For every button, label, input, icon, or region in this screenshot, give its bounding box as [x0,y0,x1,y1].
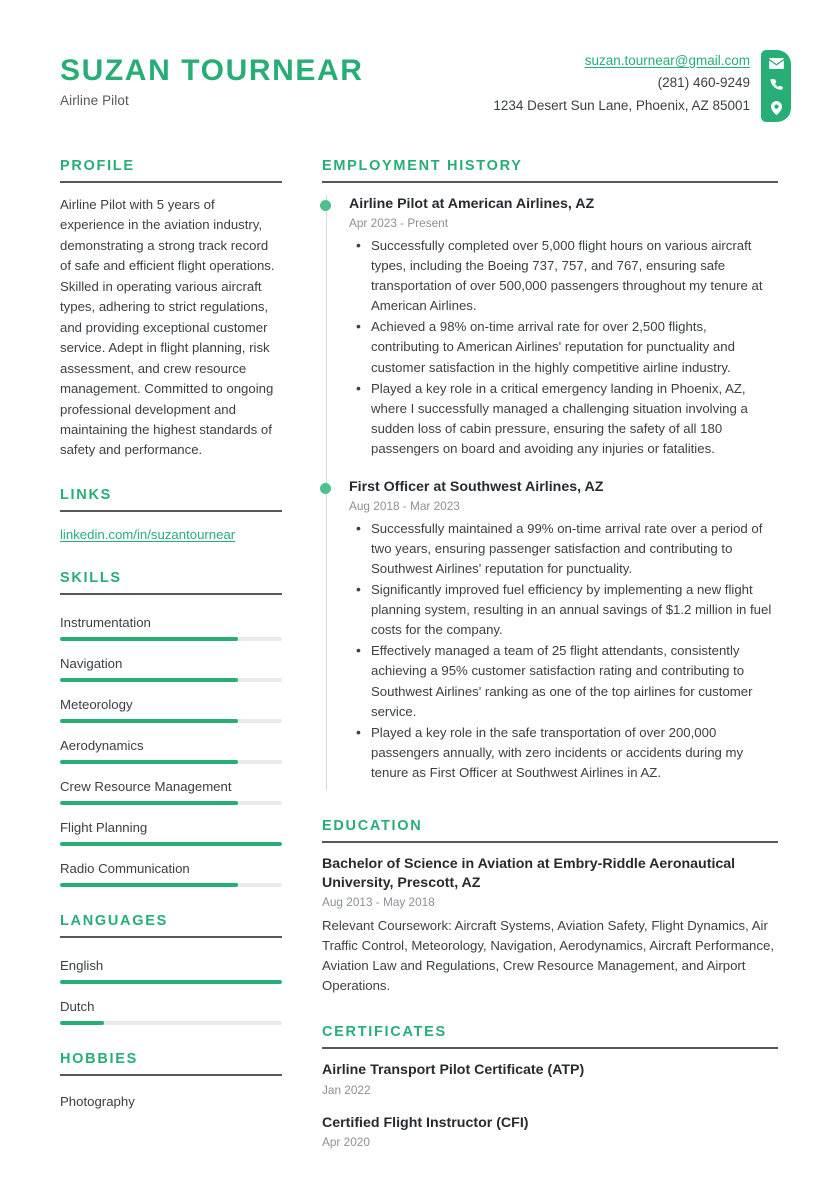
header-identity [60,48,364,108]
skill-item [60,730,282,764]
skill-bar-track [60,637,282,641]
skill-bar-track [60,678,282,682]
section-certificates [322,1024,778,1152]
certificate-entry [322,1061,778,1100]
certificate-title: Certified Flight Instructor (CFI) [322,1114,529,1131]
section-education [322,818,778,997]
skill-label: Radio Communication [60,860,190,876]
skill-label: Navigation [60,655,123,671]
section-heading-education: EDUCATION [322,817,423,834]
email-link[interactable]: suzan.tournear@gmail.com [584,53,750,68]
section-divider [322,841,778,843]
section-heading-languages: LANGUAGES [60,912,168,929]
sidebar-column [60,158,282,1142]
main-column [322,158,778,1179]
bullet-item: • Played a key role in a critical emergency landing in Phoenix, AZ, where I successfully managed a challenging situation involving a sudden loss of cabin pressure, ensuring the safety of all 180 passengers on board and avoiding any injuries or fatalities. [349,379,778,459]
section-profile [60,158,282,461]
language-bar-fill [60,1021,104,1025]
language-label: Dutch [60,998,95,1014]
language-bar-fill [60,980,282,984]
section-links [60,487,282,544]
skill-label: Flight Planning [60,819,148,835]
envelope-icon [769,58,784,69]
employment-date: Apr 2023 - Present [349,216,449,231]
employment-timeline [326,195,778,790]
skill-bar-fill [60,637,238,641]
section-divider [322,1047,778,1049]
certificate-date: Jan 2022 [322,1082,371,1097]
resume-header [0,0,833,122]
employment-bullets [349,236,778,459]
contact-icon-strip [761,50,791,122]
language-bar-track [60,1021,282,1025]
section-divider [322,181,778,183]
skill-bar-fill [60,678,238,682]
skill-bar-fill [60,883,238,887]
section-heading-employment: EMPLOYMENT HISTORY [322,158,523,174]
section-employment-history [322,158,778,790]
hobby-item: Photography [60,1093,135,1109]
language-item [60,991,282,1025]
skill-bar-fill [60,719,238,723]
education-entry [322,855,778,997]
timeline-dot-icon [320,200,331,211]
section-divider [60,1074,282,1076]
skill-label: Aerodynamics [60,737,144,753]
full-name: SUZAN TOURNEAR [60,54,364,87]
address-line: 1234 Desert Sun Lane, Phoenix, AZ 85001 [493,97,750,113]
skill-label: Crew Resource Management [60,778,232,794]
education-title: Bachelor of Science in Aviation at Embry-Riddle Aeronautical University, Prescott, AZ [322,855,736,892]
bullet-item: • Successfully maintained a 99% on-time arrival rate over a period of two years, ensuring passenger satisfaction and contributing to Southwest Airlines' reputation for punctuality. [349,519,778,579]
section-heading-certificates: CERTIFICATES [322,1024,447,1041]
education-date: Aug 2013 - May 2018 [322,895,435,910]
section-divider [60,593,282,595]
language-bar-track [60,980,282,984]
contact-block [493,48,791,122]
certificate-title: Airline Transport Pilot Certificate (ATP) [322,1062,585,1079]
language-label: English [60,957,104,973]
job-title: Airline Pilot [60,92,129,108]
bullet-item: • Achieved a 98% on-time arrival rate for over 2,500 flights, contributing to American Airlines' reputation for punctuality and customer satisfaction in the highly competitive airline industry. [349,317,778,377]
link-item[interactable]: linkedin.com/in/suzantournear [60,526,236,542]
section-heading-profile: PROFILE [60,158,135,174]
skill-item [60,812,282,846]
employment-entry [349,478,778,790]
language-item [60,950,282,984]
employment-entry [349,195,778,466]
skill-item [60,853,282,887]
section-skills [60,570,282,887]
skill-bar-fill [60,760,238,764]
skill-bar-track [60,760,282,764]
employment-title: First Officer at Southwest Airlines, AZ [349,478,604,495]
profile-summary-text: Airline Pilot with 5 years of experience in the aviation industry, demonstrating a strong track record of safe and efficient flight operations. Skilled in operating various aircraft types, adhering to strict regulations, and providing exceptional customer service. Adept in flight planning, risk assessment, and crew resource management. Committed to ongoing professional development and maintaining the highest standards of safety and performance. [60,197,275,458]
section-divider [60,936,282,938]
section-hobbies [60,1051,282,1116]
section-divider [60,510,282,512]
certificate-date: Apr 2020 [322,1134,370,1149]
employment-date: Aug 2018 - Mar 2023 [349,499,460,514]
skill-bar-track [60,719,282,723]
bullet-item: • Played a key role in the safe transportation of over 200,000 passengers annually, with zero incidents or accidents during my tenure as First Officer at Southwest Airlines in AZ. [349,723,778,783]
skill-label: Meteorology [60,696,133,712]
employment-title: Airline Pilot at American Airlines, AZ [349,196,595,212]
section-heading-hobbies: HOBBIES [60,1050,138,1067]
bullet-item: • Effectively managed a team of 25 flight attendants, consistently achieving a 95% customer satisfaction rating and contributing to Southwest Airlines' ranking as one of the top airlines for customer service. [349,641,778,721]
phone-icon [770,79,783,92]
employment-bullets [349,519,778,783]
skill-bar-track [60,842,282,846]
skill-bar-fill [60,842,282,846]
phone-number: (281) 460-9249 [657,75,750,91]
skill-item [60,607,282,641]
skill-label: Instrumentation [60,614,151,630]
location-pin-icon [771,101,782,115]
bullet-item: • Successfully completed over 5,000 flight hours on various aircraft types, including the Boeing 737, 757, and 767, ensuring safe transportation of over 500,000 passengers throughout my tenure at American Airlines. [349,236,778,316]
section-heading-links: LINKS [60,486,112,503]
certificate-entry [322,1114,778,1153]
resume-body [0,122,833,1179]
skill-item [60,648,282,682]
section-heading-skills: SKILLS [60,569,122,586]
timeline-dot-icon [320,483,331,494]
skill-bar-track [60,801,282,805]
education-description: Relevant Coursework: Aircraft Systems, Aviation Safety, Flight Dynamics, Air Traffic Control, Meteorology, Navigation, Aerodynamics, Aircraft Performance, Aviation Law and Regulations, Crew Resource Management, and Airport Operations. [322,918,774,994]
skill-bar-track [60,883,282,887]
section-divider [60,181,282,183]
contact-details [493,50,750,117]
bullet-item: • Significantly improved fuel efficiency by implementing a new flight planning system, resulting in an annual savings of $1.2 million in fuel costs for the company. [349,580,778,640]
skill-item [60,771,282,805]
section-languages [60,913,282,1025]
skill-item [60,689,282,723]
skill-bar-fill [60,801,238,805]
